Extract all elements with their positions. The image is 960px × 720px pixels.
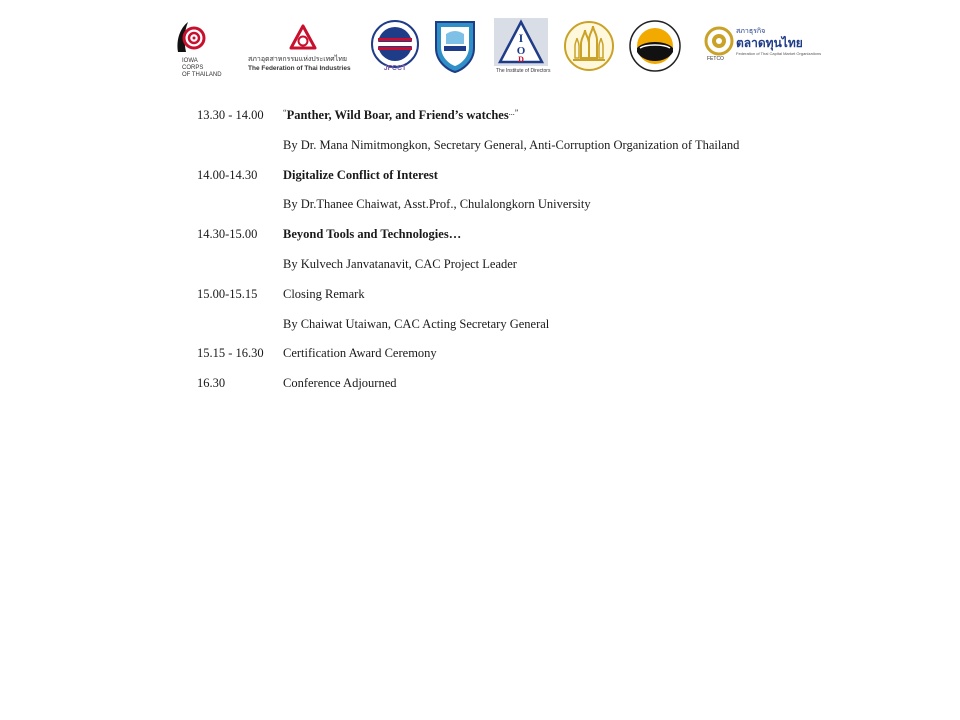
agenda-row [197,376,837,406]
chamber-emblem-icon [562,18,616,74]
thai-chamber-logo [562,18,616,78]
agenda-row [197,108,837,138]
jfcct-emblem-icon [370,18,420,74]
logo-bar [170,18,820,80]
iod-logo [494,18,551,78]
close-quote: ” [514,108,519,117]
agenda-row [197,317,837,347]
thai-bankers-logo [432,18,480,78]
agenda-item: Closing Remark [283,286,365,301]
jfcct-logo [370,18,420,78]
fetco-logo [704,18,822,78]
fti-caption-th: สภาอุตสาหกรรมแห่งประเทศไทย [248,56,347,63]
agenda-row [197,346,837,376]
svg-text:D: D [518,55,524,64]
agenda-row [197,257,837,287]
agenda-list [197,108,837,406]
agenda-row [197,197,837,227]
fti-emblem-icon [288,24,318,54]
listed-companies-emblem-icon [628,18,682,74]
agenda-item: Conference Adjourned [283,376,397,391]
jfcct-caption: JFCCT [383,65,407,72]
agenda-speaker: By Dr.Thanee Chaiwat, Asst.Prof., Chulalongkorn University [283,197,591,212]
open-quote: “ [283,108,287,117]
agenda-title: Beyond Tools and Technologies… [283,227,462,242]
iod-emblem-icon [494,18,548,66]
agenda-row [197,168,837,198]
listed-companies-logo [628,18,684,78]
agenda-title-text: Panther, Wild Boar, and Friend’s watches [286,108,509,122]
fetco-caption-th-top: สภาธุรกิจ [736,28,766,35]
agenda-row [197,287,837,317]
agenda-item: Certification Award Ceremony [283,346,437,361]
agenda-time: 16.30 [197,376,226,391]
fti-caption-en: The Federation of Thai Industries [248,65,351,72]
agenda-row [197,227,837,257]
agenda-time: 13.30 - 14.00 [197,108,264,122]
iowa-caption: IOWA CORPS OF THAILAND [182,58,222,78]
fetco-caption-small: FETCO [707,56,724,62]
iowa-emblem-icon [170,18,210,58]
agenda-time: 14.00-14.30 [197,167,258,182]
agenda-time: 15.00-15.15 [197,286,258,301]
agenda-speaker: By Dr. Mana Nimitmongkon, Secretary General, Anti-Corruption Organization of Thailand [283,137,740,152]
iowa-logo [170,18,230,78]
fetco-caption-th-main: ตลาดทุนไทย [736,36,803,50]
iod-caption: The Institute of Directors [496,68,551,74]
fetco-emblem-icon [704,26,734,56]
agenda-title [283,108,518,123]
agenda-title: Digitalize Conflict of Interest [283,167,438,182]
agenda-row [197,138,837,168]
agenda-time: 14.30-15.00 [197,227,258,242]
fti-logo [248,18,360,78]
agenda-time: 15.15 - 16.30 [197,346,264,361]
svg-text:O: O [516,45,526,57]
svg-text:I: I [518,31,524,45]
agenda-speaker: By Kulvech Janvatanavit, CAC Project Leader [283,256,517,271]
fetco-caption-en: Federation of Thai Capital Market Organizations [736,51,822,56]
shield-icon [432,18,478,74]
agenda-speaker: By Chaiwat Utaiwan, CAC Acting Secretary General [283,316,550,331]
ellipsis: ... [508,108,515,117]
